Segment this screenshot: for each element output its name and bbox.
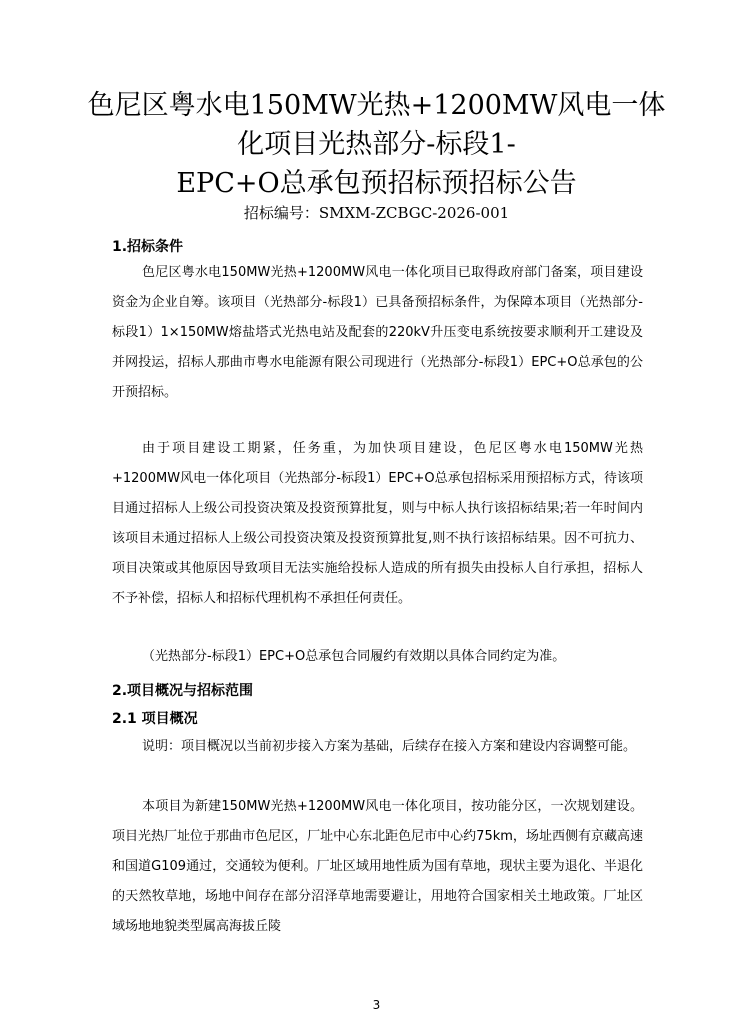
- title-line-3: EPC+O总承包预招标预招标公告: [176, 168, 577, 199]
- bid-number: 招标编号：SMXM-ZCBGC-2026-001: [243, 204, 510, 222]
- page-number: 3: [372, 998, 381, 1012]
- section-1-paragraph-3: （光热部分-标段1）EPC+O总承包合同履约有效期以具体合同约定为准。: [142, 649, 566, 664]
- section-1-paragraph-2: 由于项目建设工期紧，任务重，为加快项目建设，色尼区粤水电150MW光热+1200MW风电一体化项目（光热部分-标段1）EPC+O总承包招标采用预招标方式，待该项目通过招标人上级公司投资决策及投资预算批复，则与中标人执行该招标结果;若一年时间内该项目未通过招标人上级公司投资决策及投资预算批复,则不执行该招标结果。因不可抗力、项目决策或其他原因导致项目无法实施给投标人造成的所有损失由投标人自行承担，招标人不予补偿，招标人和招标代理机构不承担任何责任。: [112, 441, 643, 606]
- title-line-2: 化项目光热部分-标段1-: [237, 129, 516, 160]
- section-2-1-paragraph-2: 本项目为新建150MW光热+1200MW风电一体化项目，按功能分区，一次规划建设。项目光热厂址位于那曲市色尼区，厂址中心东北距色尼市中心约75km，场址西侧有京藏高速和国道G109通过，交通较为便利。厂址区域用地性质为国有草地，现状主要为退化、半退化的天然牧草地，场地中间存在部分沼泽草地需要避让，用地符合国家相关土地政策。厂址区域场地地貌类型属高海拔丘陵: [112, 799, 643, 934]
- title-line-1: 色尼区粤水电150MW光热+1200MW风电一体: [87, 90, 666, 121]
- section-1-heading: 1.招标条件: [112, 239, 184, 255]
- section-2-1-heading: 2.1 项目概况: [112, 711, 198, 727]
- section-2-1-paragraph-1: 说明：项目概况以当前初步接入方案为基础，后续存在接入方案和建设内容调整可能。: [142, 739, 637, 754]
- announcement-title: [60, 86, 693, 203]
- section-1-paragraph-1: 色尼区粤水电150MW光热+1200MW风电一体化项目已取得政府部门备案，项目建设资金为企业自筹。该项目（光热部分-标段1）已具备预招标条件，为保障本项目（光热部分-标段1）1×150MW熔盐塔式光热电站及配套的220kV升压变电系统按要求顺利开工建设及并网投运，招标人那曲市粤水电能源有限公司现进行（光热部分-标段1）EPC+O总承包的公开预招标。: [112, 265, 643, 400]
- section-2-heading: 2.项目概况与招标范围: [112, 683, 254, 699]
